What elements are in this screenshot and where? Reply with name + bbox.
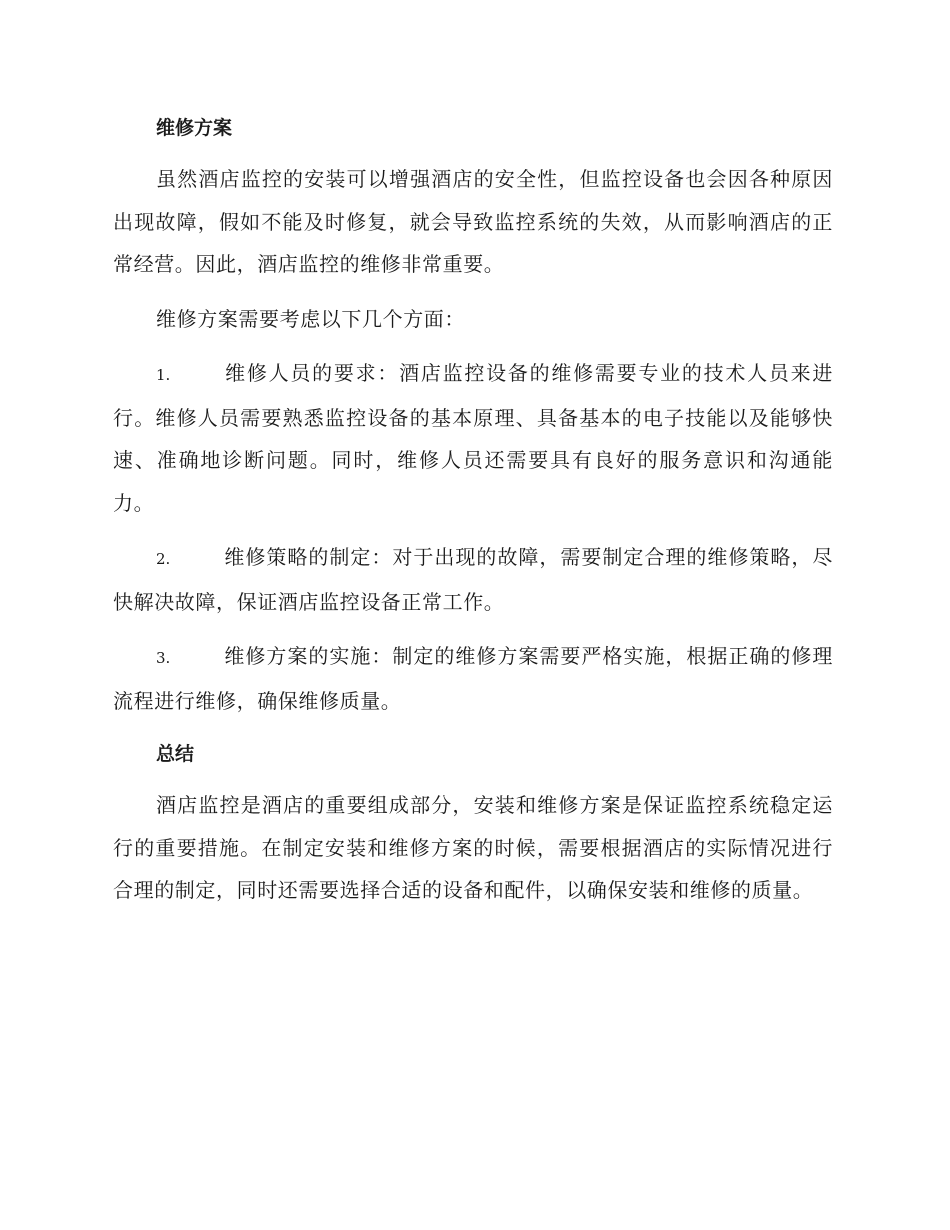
repair-intro-paragraph: 虽然酒店监控的安装可以增强酒店的安全性，但监控设备也会因各种原因出现故障，假如不能及时修复，就会导致监控系统的失效，从而影响酒店的正常经营。因此，酒店监控的维修非常重要。 — [113, 167, 833, 276]
section-heading-summary: 总结 — [156, 743, 195, 765]
section-heading-repair: 维修方案 — [156, 117, 233, 139]
list-item-text: 维修策略的制定：对于出现的故障，需要制定合理的维修策略，尽快解决故障，保证酒店监控设备正常工作。 — [113, 545, 833, 614]
list-number: 2. — [156, 550, 171, 568]
list-item — [113, 635, 833, 722]
list-item-text: 维修方案的实施：制定的维修方案需要严格实施，根据正确的修理流程进行维修，确保维修质量。 — [113, 644, 833, 713]
summary-paragraph: 酒店监控是酒店的重要组成部分，安装和维修方案是保证监控系统稳定运行的重要措施。在制定安装和维修方案的时候，需要根据酒店的实际情况进行合理的制定，同时还需要选择合适的设备和配件，以确保安装和维修的质量。 — [113, 793, 833, 902]
list-item — [113, 352, 833, 524]
repair-lead-paragraph: 维修方案需要考虑以下几个方面： — [156, 306, 465, 331]
document-page — [113, 108, 833, 924]
list-number: 3. — [156, 649, 171, 667]
list-item — [113, 536, 833, 623]
list-item-text: 维修人员的要求：酒店监控设备的维修需要专业的技术人员来进行。维修人员需要熟悉监控设备的基本原理、具备基本的电子技能以及能够快速、准确地诊断问题。同时，维修人员还需要具有良好的服务意识和沟通能力。 — [113, 361, 833, 515]
list-number: 1. — [156, 366, 171, 384]
